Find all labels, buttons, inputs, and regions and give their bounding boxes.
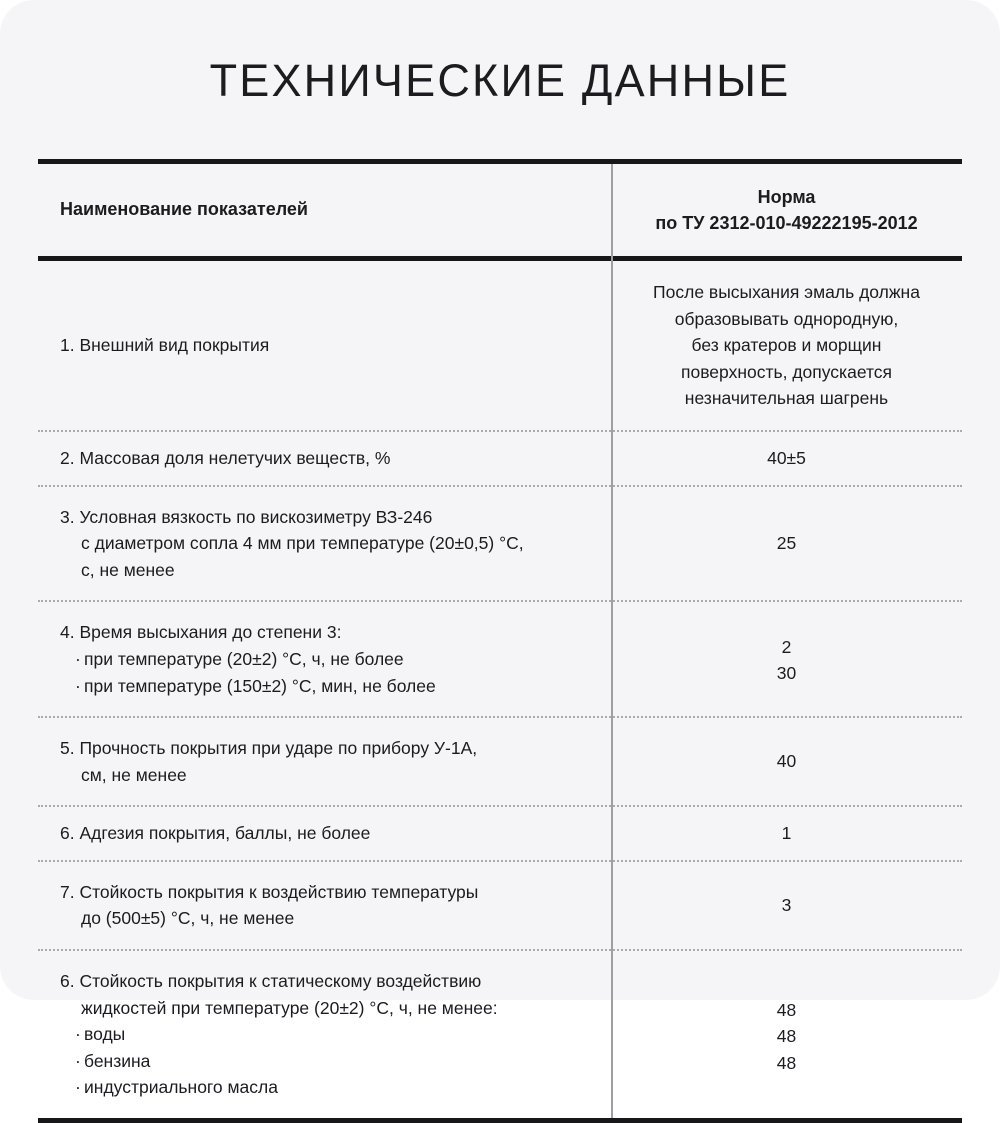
row-appearance-value-line-5: незначительная шагрень	[684, 388, 889, 409]
tech-data-table	[38, 159, 962, 1123]
row-liquids-name-line-2: жидкостей при температуре (20±2) °С, ч, не менее:	[81, 997, 498, 1018]
row-drying-name-line-1: 4. Время высыхания до степени 3:	[60, 622, 342, 643]
row-solids-value-line-1: 40±5	[767, 447, 806, 468]
row-solids-value	[611, 432, 962, 485]
header-norm-label: Норма	[757, 186, 816, 207]
row-liquids-name-line-5: · индустриального масла	[60, 1074, 593, 1101]
page-title-wrap	[0, 0, 1000, 136]
row-liquids-value-line-2: 48	[776, 1026, 797, 1047]
row-impact-value-line-1: 40	[776, 751, 797, 772]
row-heat-value-line-1: 3	[781, 895, 792, 916]
row-heat-name	[38, 862, 611, 949]
header-name-label: Наименование показателей	[60, 199, 308, 220]
table-row	[38, 430, 962, 485]
row-liquids-name-line-3: · воды	[60, 1021, 593, 1048]
row-liquids-name	[38, 951, 611, 1118]
row-drying-name-line-3: · при температуре (150±2) °С, мин, не более	[60, 673, 593, 700]
row-drying-value-line-1: 2	[781, 636, 792, 657]
page-title: ТЕХНИЧЕСКИЕ ДАННЫЕ	[209, 55, 791, 107]
row-solids-name	[38, 432, 611, 485]
row-solids-name-line-1: 2. Массовая доля нелетучих веществ, %	[60, 447, 391, 468]
row-heat-value	[611, 862, 962, 949]
row-appearance-value-line-2: образовывать однородную,	[674, 308, 899, 329]
row-appearance-value-line-3: без кратеров и морщин	[691, 335, 882, 356]
header-cell-name	[38, 164, 611, 256]
row-drying-value-line-2: 30	[776, 663, 797, 684]
row-heat-name-line-1: 7. Стойкость покрытия к воздействию температуры	[60, 881, 479, 902]
row-drying-name	[38, 602, 611, 716]
row-impact-name-line-1: 5. Прочность покрытия при ударе по прибору У-1А,	[60, 738, 478, 759]
row-drying-value	[611, 602, 962, 716]
row-viscosity-value	[611, 487, 962, 601]
row-liquids-value-line-3: 48	[776, 1052, 797, 1073]
row-viscosity-value-line-1: 25	[776, 533, 797, 554]
row-liquids-name-line-4: · бензина	[60, 1048, 593, 1075]
row-adhesion-name-line-1: 6. Адгезия покрытия, баллы, не более	[60, 823, 371, 844]
row-impact-name-line-2: см, не менее	[81, 764, 187, 785]
row-viscosity-name-line-3: с, не менее	[81, 559, 175, 580]
row-viscosity-name-line-1: 3. Условная вязкость по вискозиметру ВЗ-246	[60, 506, 433, 527]
row-liquids-value-line-1: 48	[776, 999, 797, 1020]
table-row	[38, 805, 962, 860]
table-row	[38, 261, 962, 430]
table-row	[38, 860, 962, 949]
row-viscosity-name	[38, 487, 611, 601]
row-heat-name-line-2: до (500±5) °С, ч, не менее	[81, 908, 295, 929]
row-appearance-value	[611, 261, 962, 430]
table-row	[38, 485, 962, 601]
row-appearance-name	[38, 261, 611, 430]
row-appearance-name-line-1: 1. Внешний вид покрытия	[60, 335, 270, 356]
row-adhesion-value	[611, 807, 962, 860]
row-viscosity-name-line-2: с диаметром сопла 4 мм при температуре (20±0,5) °С,	[81, 533, 524, 554]
row-liquids-name-line-1: 6. Стойкость покрытия к статическому воздействию	[60, 971, 482, 992]
row-adhesion-name	[38, 807, 611, 860]
table-row	[38, 600, 962, 716]
row-impact-name	[38, 718, 611, 805]
row-adhesion-value-line-1: 1	[781, 823, 792, 844]
row-impact-value	[611, 718, 962, 805]
header-norm-spec: по ТУ 2312-010-49222195-2012	[655, 212, 918, 233]
table-row	[38, 716, 962, 805]
row-liquids-value	[611, 951, 962, 1118]
row-appearance-value-line-1: После высыхания эмаль должна	[653, 281, 920, 302]
row-drying-name-line-2: · при температуре (20±2) °С, ч, не более	[60, 646, 593, 673]
row-appearance-value-line-4: поверхность, допускается	[680, 361, 893, 382]
table-row	[38, 949, 962, 1118]
table-bottom-rule	[38, 1118, 962, 1123]
header-cell-norm	[611, 164, 962, 256]
table-header-row	[38, 164, 962, 256]
